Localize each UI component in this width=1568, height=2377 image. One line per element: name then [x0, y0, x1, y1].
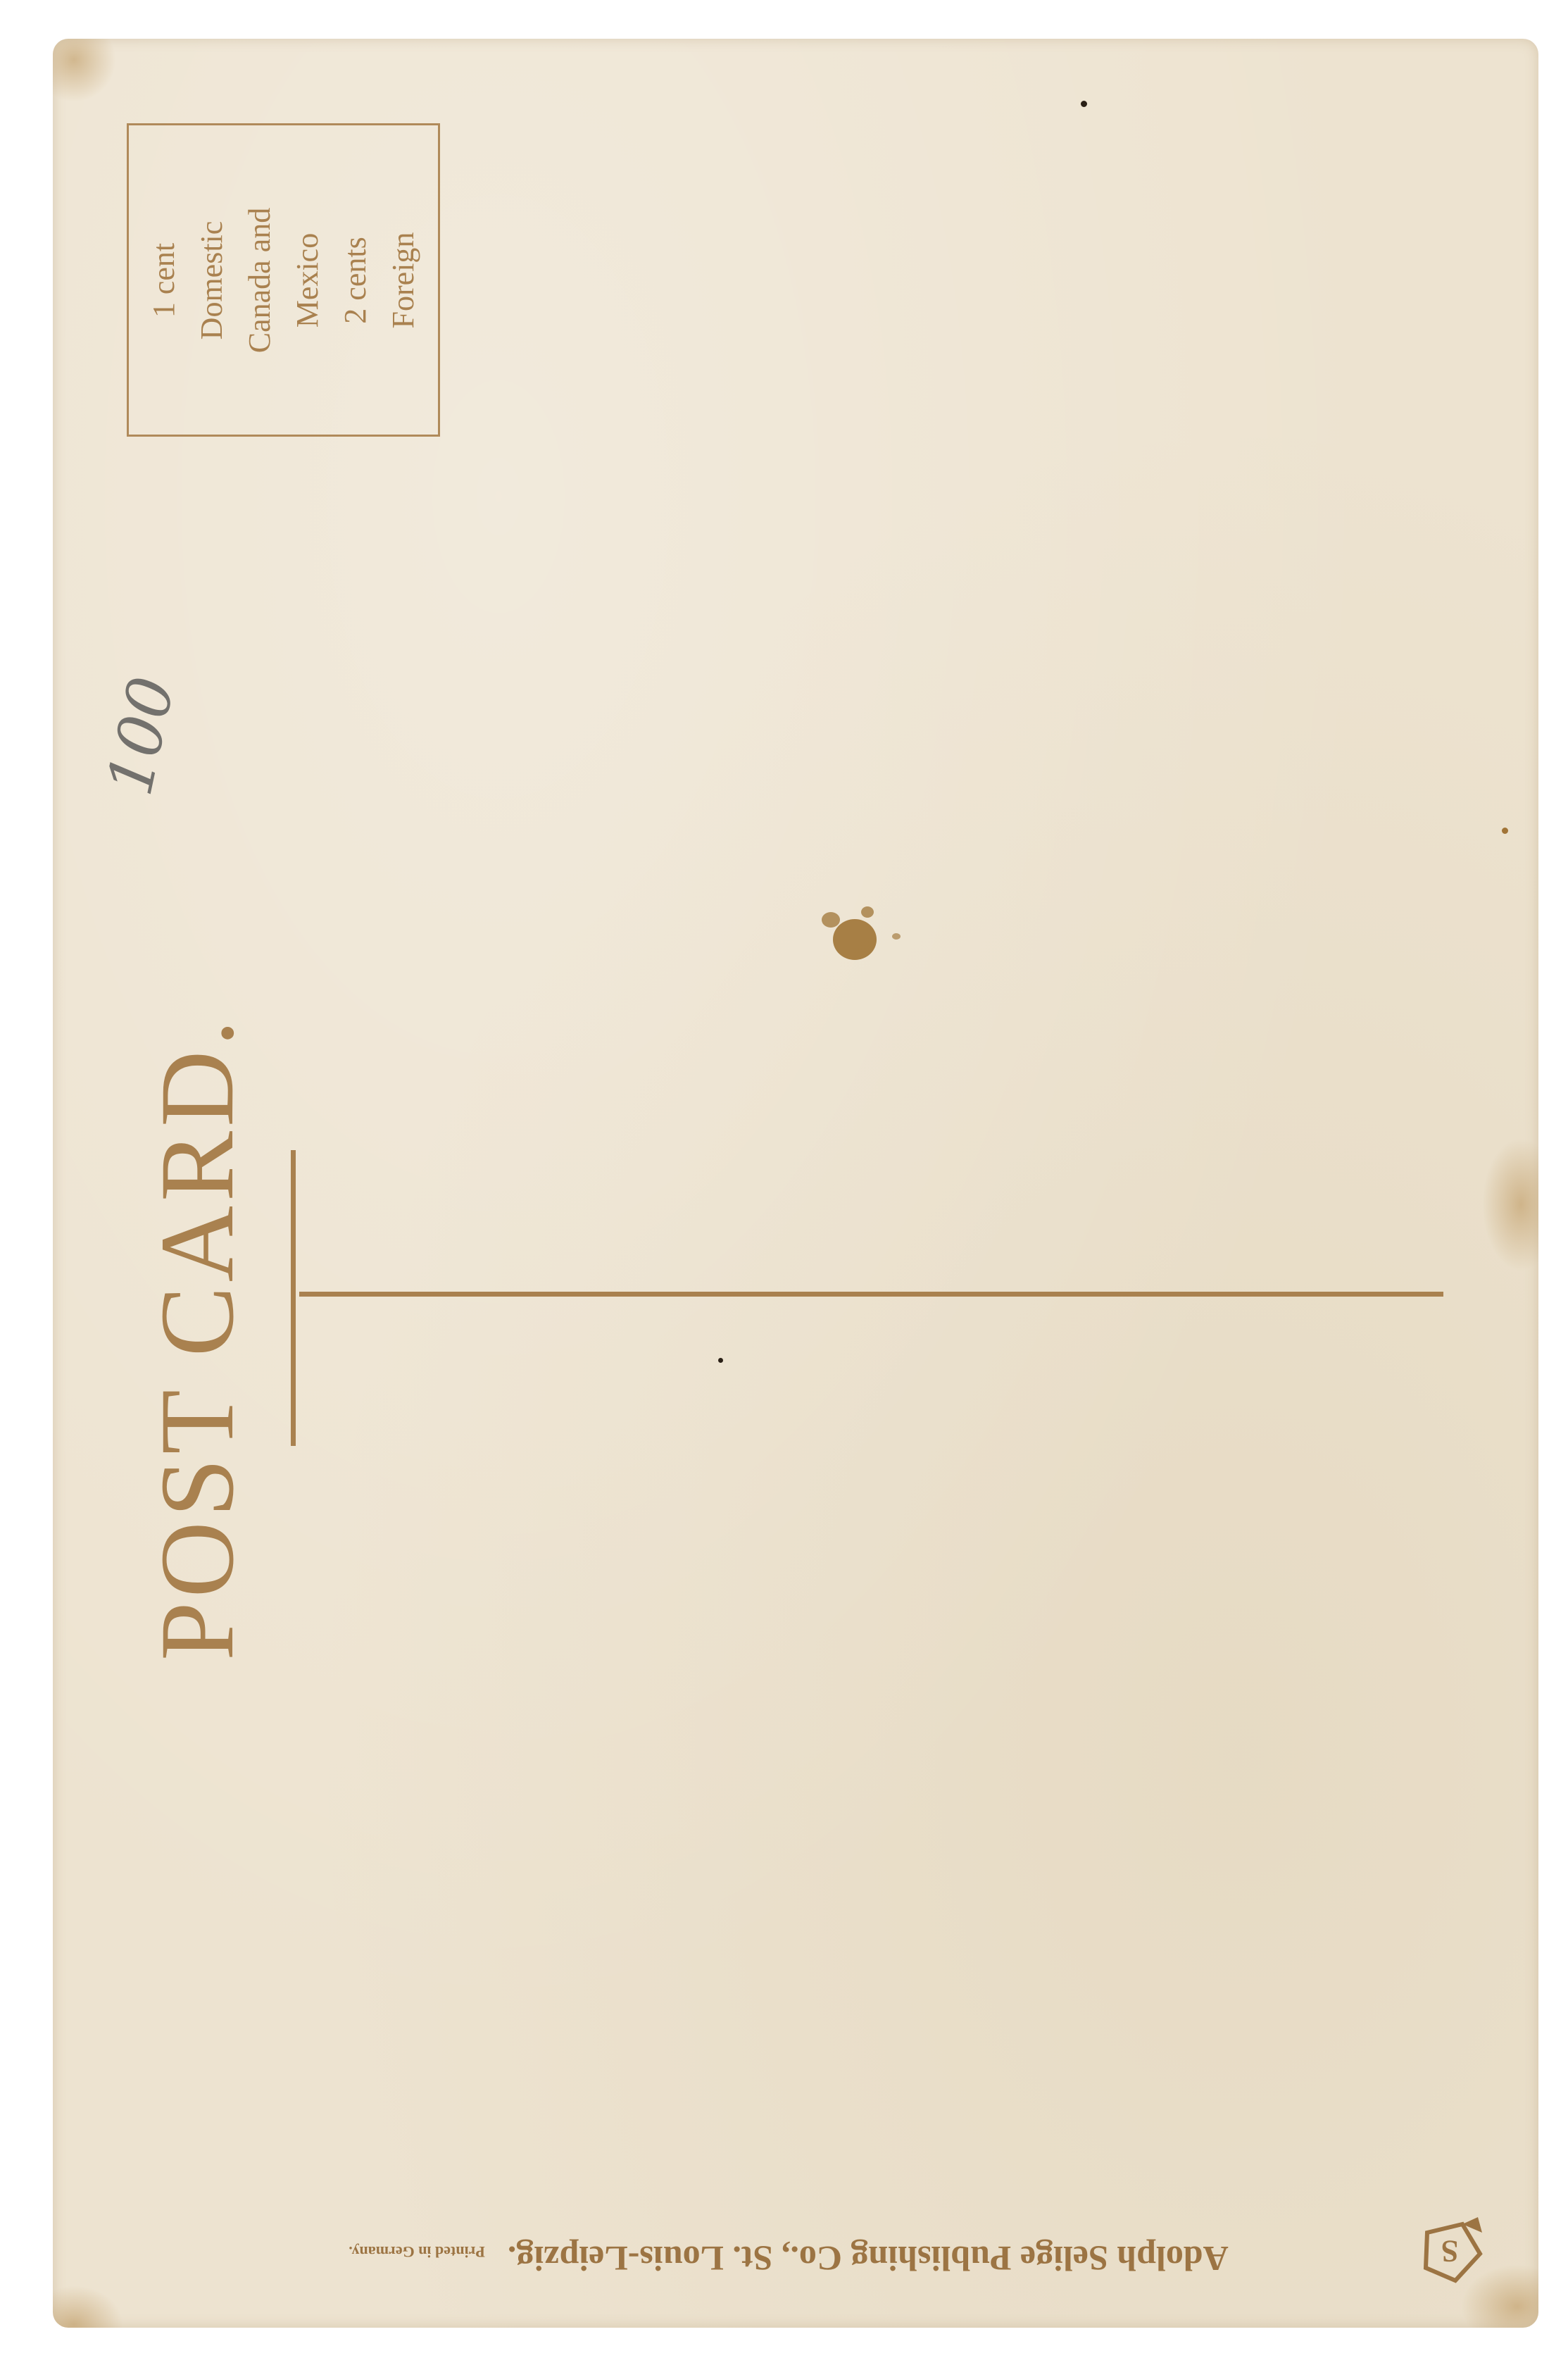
age-stain — [53, 2285, 123, 2328]
publisher-name: Adolph Selige Publishing Co., St. Louis-Leipzig. — [507, 2239, 1229, 2278]
stamp-line: 2 cents — [337, 236, 372, 324]
handwritten-note: 100 — [93, 670, 189, 801]
vertical-divider — [291, 1150, 296, 1446]
age-stain — [1482, 1137, 1538, 1271]
speck — [718, 1358, 723, 1363]
publisher-imprint — [349, 2238, 1229, 2279]
postcard-back — [53, 39, 1538, 2328]
stamp-line: Foreign — [385, 232, 420, 328]
printed-origin: Printed in Germany. — [349, 2243, 485, 2261]
address-line — [299, 1292, 1443, 1297]
speck — [1081, 101, 1087, 107]
stamp-line: Canada and — [242, 207, 277, 353]
age-stain — [53, 39, 116, 102]
publisher-logo-icon — [1413, 2211, 1491, 2289]
stamp-instructions — [140, 161, 427, 400]
logo-letter: S — [1441, 2234, 1459, 2269]
ink-blot — [822, 912, 840, 928]
speck — [1502, 828, 1508, 834]
ink-blot — [833, 919, 877, 960]
postcard-heading: POST CARD. — [139, 1016, 256, 1661]
stamp-line: Mexico — [289, 232, 325, 327]
stamp-box — [127, 123, 440, 437]
ink-blot — [892, 933, 901, 940]
stamp-line: 1 cent — [146, 242, 181, 318]
stamp-line: Domestic — [194, 220, 229, 339]
ink-blot — [861, 906, 874, 918]
